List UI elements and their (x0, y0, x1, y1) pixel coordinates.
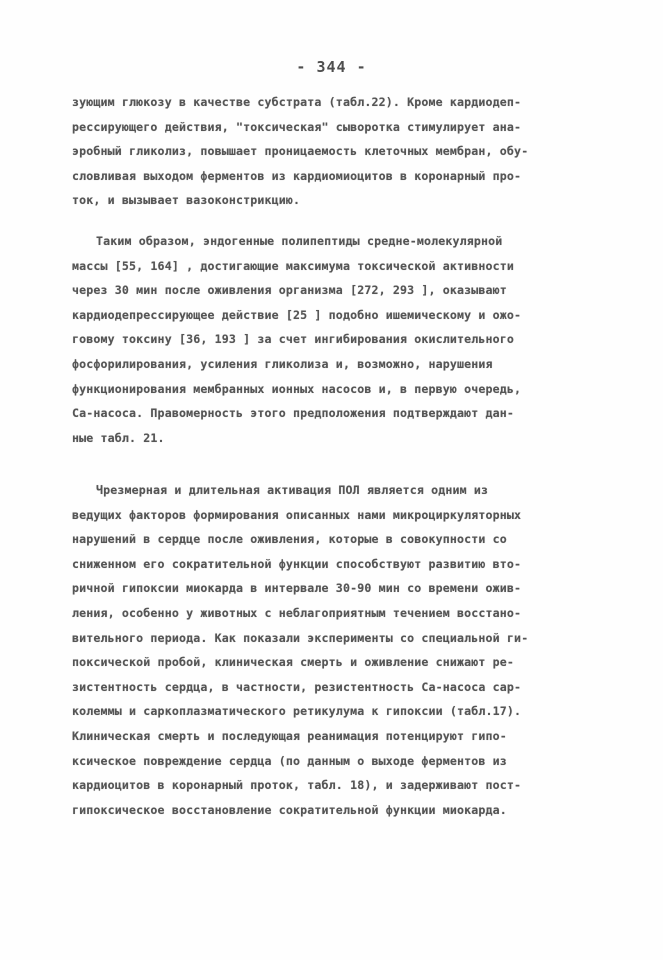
text-line: ксическое повреждение сердца (по данным о выходе ферментов из (72, 753, 507, 768)
text-line: Чрезмерная и длительная активация ПОЛ является одним из (96, 483, 489, 497)
text-line: вительного периода. Как показали эксперименты со специальной ги- (72, 630, 529, 645)
paragraph-2 (72, 229, 592, 450)
text-line: функционирования мембранных ионных насосов и, в первую очередь, (72, 381, 522, 396)
text-line: Клиническая смерть и последующая реанимация потенцируют гипо- (72, 728, 507, 743)
text-line: рессирующего действия, "токсическая" сыворотка стимулирует ана- (72, 119, 522, 134)
text-line: зистентность сердца, в частности, резистентность Са-насоса сар- (72, 679, 522, 694)
text-line: Са-насоса. Правомерность этого предположения подтверждают дан- (72, 406, 515, 421)
text-line: говому токсину [36, 193 ] за счет ингибирования окислительного (72, 332, 515, 347)
text-line: ричной гипоксии миокарда в интервале 30-90 мин со времени ожив- (72, 581, 522, 596)
text-line: зующим глюкозу в качестве субстрата (табл.22). Кроме кардиодеп- (72, 95, 522, 109)
page-number: - 344 - (296, 58, 367, 76)
text-line: сниженном его сократительной функции способствуют развитию вто- (72, 556, 522, 571)
text-line: словливая выходом ферментов из кардиомиоцитов в коронарный про- (72, 168, 522, 183)
text-line: гипоксическое восстановление сократительной функции миокарда. (72, 802, 507, 817)
text-line: ления, особенно у животных с неблагоприятным течением восстано- (72, 605, 522, 620)
text-line: кардиоцитов в коронарный проток, табл. 18), и задерживают пост- (72, 778, 522, 793)
text-line: эробный гликолиз, повышает проницаемость клеточных мембран, обу- (72, 144, 529, 159)
text-line: поксической пробой, клиническая смерть и оживление снижают ре- (72, 655, 515, 670)
text-line: массы [55, 164] , достигающие максимума токсической активности (72, 258, 515, 273)
text-line: ведущих факторов формирования описанных нами микроциркуляторных (72, 507, 522, 522)
paragraph-3 (72, 478, 592, 822)
text-line: ные табл. 21. (72, 430, 165, 445)
paragraph-1 (72, 90, 592, 213)
text-line: нарушений в сердце после оживления, которые в совокупности со (72, 532, 507, 547)
text-line: через 30 мин после оживления организма [272, 293 ], оказывают (72, 283, 507, 298)
text-line: Таким образом, эндогенные полипептиды средне-молекулярной (96, 234, 503, 248)
text-line: ток, и вызывает вазоконстрикцию. (72, 193, 301, 208)
text-line: фосфорилирования, усиления гликолиза и, возможно, нарушения (72, 356, 493, 371)
text-line: кардиодепрессирующее действие [25 ] подобно ишемическому и ожо- (72, 307, 522, 322)
text-line: колеммы и саркоплазматического ретикулума к гипоксии (табл.17). (72, 704, 522, 719)
